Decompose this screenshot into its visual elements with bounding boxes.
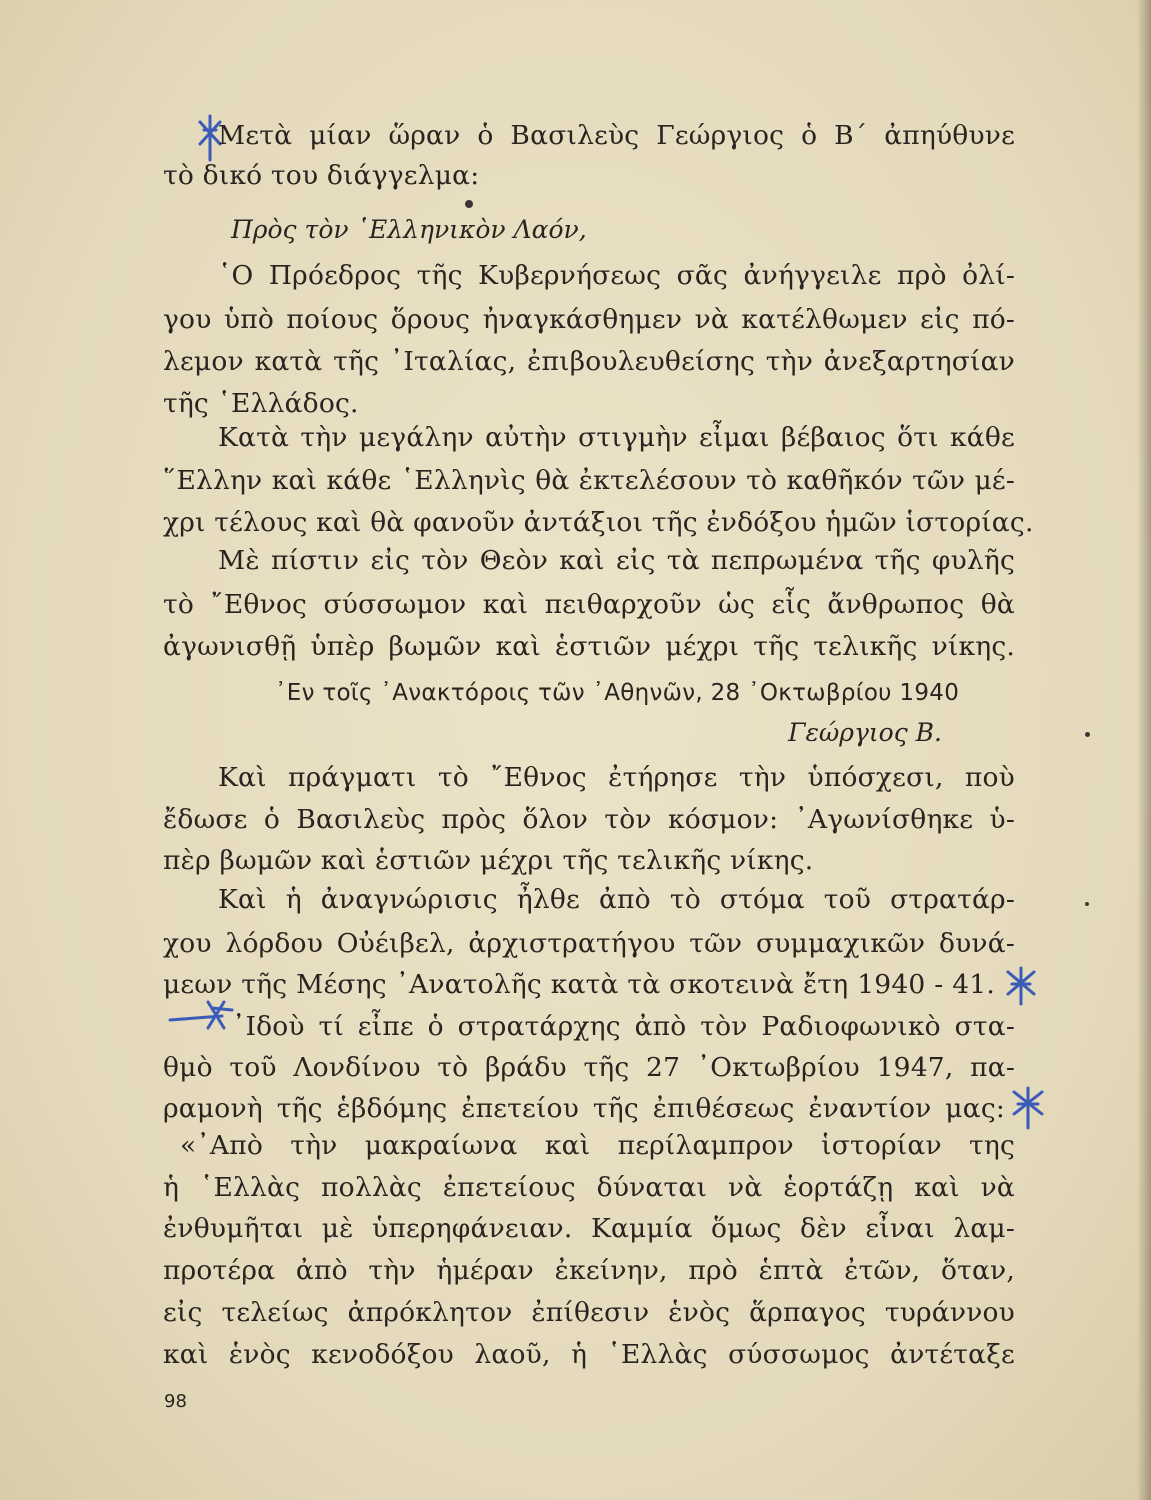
text-line: χρι τέλους καὶ θὰ φανοῦν ἀντάξιοι τῆς ἐνδόξου ἡμῶν ἱστορίας. [163,507,1034,538]
print-speck [465,200,473,208]
text-line: Μετὰ μίαν ὥραν ὁ Βασιλεὺς Γεώργιος ὁ Β΄ ἀπηύθυνε [218,120,1015,151]
signature: Γεώργιος Β. [788,718,942,747]
pen-mark-icon [168,998,238,1032]
text-line: καὶ ἑνὸς κενοδόξου λαοῦ, ἡ ῾Ελλὰς σύσσωμος ἀντέταξε [163,1339,1015,1370]
proclamation-heading: Πρὸς τὸν ῾Ελληνικὸν Λαόν, [231,215,587,244]
text-line: ᾿Ιδοὺ τί εἶπε ὁ στρατάρχης ἀπὸ τὸν Ραδιοφωνικὸ στα- [232,1011,1015,1042]
text-line: ἀγωνισθῇ ὑπὲρ βωμῶν καὶ ἑστιῶν μέχρι τῆς τελικῆς νίκης. [163,631,1015,662]
print-speck [1085,902,1089,906]
text-line: Καὶ ἡ ἀναγνώρισις ἦλθε ἀπὸ τὸ στόμα τοῦ στρατάρ- [218,884,1015,915]
text-line: πὲρ βωμῶν καὶ ἑστιῶν μέχρι τῆς τελικῆς νίκης. [163,845,814,876]
text-line: ραμονὴ τῆς ἑβδόμης ἐπετείου τῆς ἐπιθέσεως ἐναντίον μας: [163,1093,1005,1124]
text-line: ῾Ο Πρόεδρος τῆς Κυβερνήσεως σᾶς ἀνήγγειλε πρὸ ὀλί- [218,260,1015,291]
text-line: «᾿Απὸ τὴν μακραίωνα καὶ περίλαμπρον ἱστορίαν της [180,1130,1015,1161]
text-line: τὸ ῎Εθνος σύσσωμον καὶ πειθαρχοῦν ὡς εἷς ἄνθρωπος θὰ [163,589,1015,620]
text-line: χου λόρδου Οὐέιβελ, ἀρχιστρατήγου τῶν συμμαχικῶν δυνά- [163,928,1015,959]
text-line: ἔδωσε ὁ Βασιλεὺς πρὸς ὅλον τὸν κόσμον: ᾿Αγωνίσθηκε ὑ- [163,804,1015,835]
text-line: τῆς ῾Ελλάδος. [163,388,359,419]
text-line: ἡ ῾Ελλὰς πολλὰς ἐπετείους δύναται νὰ ἑορτάζῃ καὶ νὰ [163,1172,1015,1203]
text-line: τὸ δικό του διάγγελμα: [163,160,480,191]
text-line: μεων τῆς Μέσης ᾿Ανατολῆς κατὰ τὰ σκοτεινὰ ἔτη 1940 - 41. [163,969,995,1000]
pen-mark-icon [1010,1084,1046,1130]
dateline: ᾿Εν τοῖς ᾿Ανακτόροις τῶν ᾿Αθηνῶν, 28 ᾿Οκτωβρίου 1940 [275,680,960,706]
text-line: Κατὰ τὴν μεγάλην αὐτὴν στιγμὴν εἶμαι βέβαιος ὅτι κάθε [218,422,1015,453]
text-line: γου ὑπὸ ποίους ὅρους ἠναγκάσθημεν νὰ κατέλθωμεν εἰς πό- [163,304,1015,335]
text-line: ἐνθυμῆται μὲ ὑπερηφάνειαν. Καμμία ὅμως δὲν εἶναι λαμ- [163,1213,1015,1244]
page-number: 98 [164,1391,187,1412]
text-line: λεμον κατὰ τῆς ᾿Ιταλίας, ἐπιβουλευθείσης τὴν ἀνεξαρτησίαν [163,346,1015,377]
text-line: ῞Ελλην καὶ κάθε ῾Ελληνὶς θὰ ἐκτελέσουν τὸ καθῆκόν τῶν μέ- [163,465,1015,496]
text-line: θμὸ τοῦ Λονδίνου τὸ βράδυ τῆς 27 ᾿Οκτωβρίου 1947, πα- [163,1052,1015,1083]
text-line: εἰς τελείως ἀπρόκλητον ἐπίθεσιν ἑνὸς ἅρπαγος τυράννου [163,1297,1015,1328]
pen-mark-icon [1004,966,1038,1006]
page-edge-shadow [1137,0,1151,1500]
text-line: Μὲ πίστιν εἰς τὸν Θεὸν καὶ εἰς τὰ πεπρωμένα τῆς φυλῆς [218,545,1015,576]
text-line: προτέρα ἀπὸ τὴν ἡμέραν ἐκείνην, πρὸ ἑπτὰ ἐτῶν, ὅταν, [163,1255,1015,1286]
print-speck [1085,732,1090,737]
text-line: Καὶ πράγματι τὸ ῎Εθνος ἐτήρησε τὴν ὑπόσχεσι, ποὺ [218,762,1015,793]
